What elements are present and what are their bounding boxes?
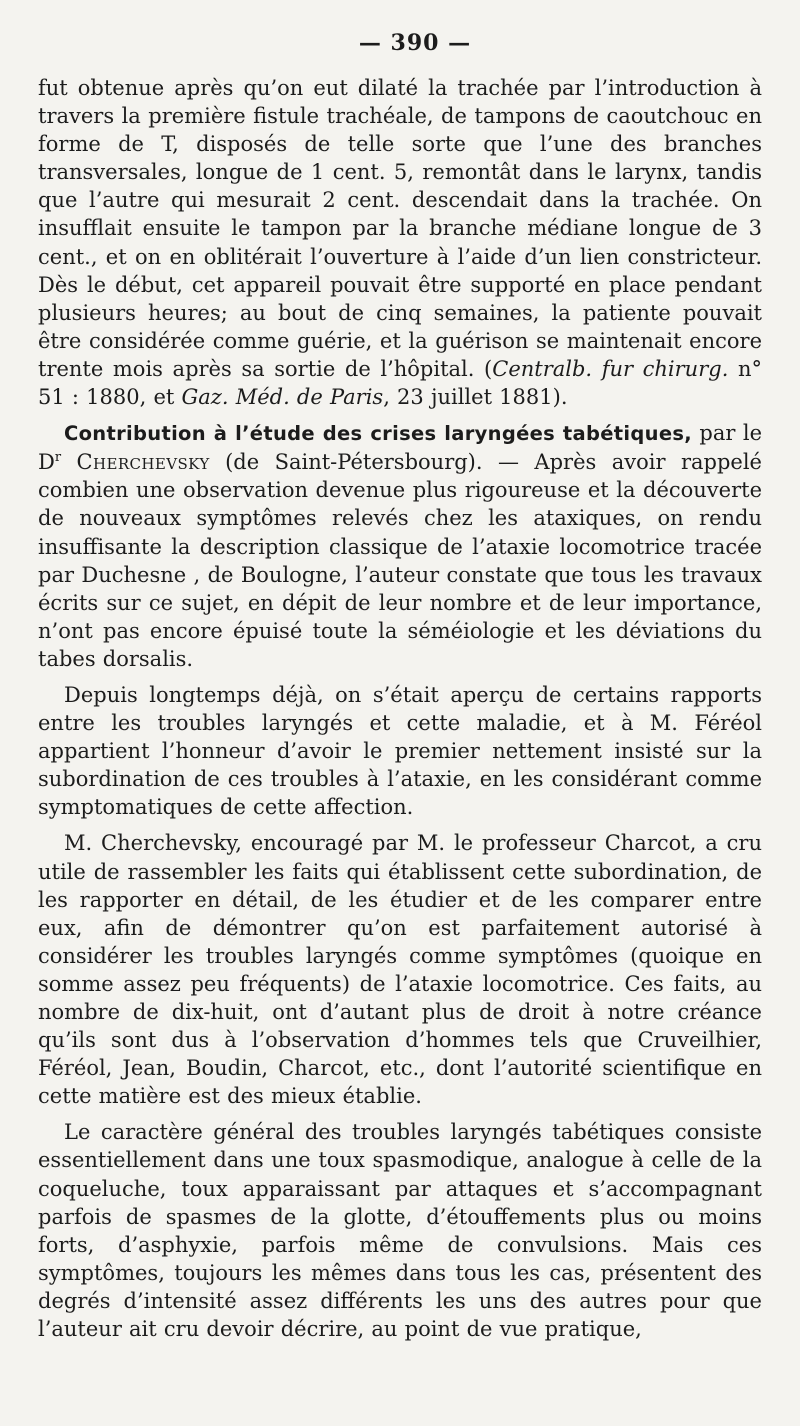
citation-gazette: Gaz. Méd. de Paris: [181, 385, 384, 410]
citation-centralb: Centralb. fur chirurg.: [492, 356, 729, 381]
author-name: Cherchevsky: [76, 450, 210, 475]
paragraph-feréol: Depuis longtemps déjà, on s’était aperçu de certains rapports entre les troubles laryngés et cette maladie, et à M. Féréol appartient l’honneur d’avoir le premier nettement insisté sur la subordination de ces troubles à l’ataxie, en les considérant comme symptomatiques de cette affection.: [38, 682, 762, 820]
citation-date: , 23 juillet 1881).: [383, 385, 568, 410]
body-text: [38, 74, 762, 1343]
article-text: (de Saint-Pétersbourg). — Après avoir rappelé combien une observation devenue plus rigoureuse et la découverte de nouveaux symptômes relevés chez les ataxiques, on rendu insuffisante la description classique de l’ataxie locomotrice tracée par Duchesne , de Boulogne, l’auteur constate que tous les travaux écrits sur ce sujet, en dépit de leur nombre et de leur importance, n’ont pas encore épuisé toute la séméiologie et les déviations du tabes dorsalis.: [38, 450, 762, 671]
paragraph-cherchevsky: M. Cherchevsky, encouragé par M. le professeur Charcot, a cru utile de rassembler les faits qui établissent cette subordination, de les rapporter en détail, de les étudier et de les comparer entre eux, afin de démontrer qu’on est parfaitement autorisé à considérer les troubles laryngés comme symptômes (quoique en somme assez peu fréquents) de l’ataxie locomotrice. Ces faits, au nombre de dix-huit, ont d’autant plus de droit à notre créance qu’ils sont dus à l’observation d’hommes tels que Cruveilhier, Féréol, Jean, Boudin, Charcot, etc., dont l’autorité scientifique en cette matière est des mieux établie.: [38, 831, 762, 1109]
article-byline: par le D: [38, 421, 763, 475]
citation-number: n° 51 : 1880, et: [38, 356, 763, 410]
doctor-superscript: r: [54, 450, 62, 466]
article-title: Contribution à l’étude des crises laryngées tabétiques,: [64, 422, 692, 446]
paragraph-continued: [38, 74, 762, 411]
page-number: — 390 —: [358, 30, 472, 56]
paragraph-text: fut obtenue après qu’on eut dilaté la trachée par l’introduction à travers la première fistule trachéale, de tampons de caoutchouc en forme de T, disposés de telle sorte que l’une des branches transversales, longue de 1 cent. 5, remontât dans le larynx, tandis que l’autre qui mesurait 2 cent. descendait dans la trachée. On insufflait ensuite le tampon par la branche médiane longue de 3 cent., et on en oblitérait l’ouverture à l’aide d’un lien constricteur. Dès le début, cet appareil pouvait être supporté en place pendant plusieurs heures; au bout de cinq semaines, la patiente pouvait être considérée comme guérie, et la guérison se maintenait encore trente mois après sa sortie de l’hôpital. (: [38, 76, 762, 381]
article-paragraph: [38, 419, 762, 673]
paragraph-caractere: Le caractère général des troubles laryngés tabétiques consiste essentiellement dans une toux spasmodique, analogue à celle de la coqueluche, toux apparaissant par attaques et s’accompagnant parfois de spasmes de la glotte, d’étouffements plus ou moins forts, d’asphyxie, parfois même de convulsions. Mais ces symptômes, toujours les mêmes dans tous les cas, présentent des degrés d’intensité assez différents les uns des autres pour que l’auteur ait cru devoir décrire, au point de vue pratique,: [38, 1120, 762, 1342]
